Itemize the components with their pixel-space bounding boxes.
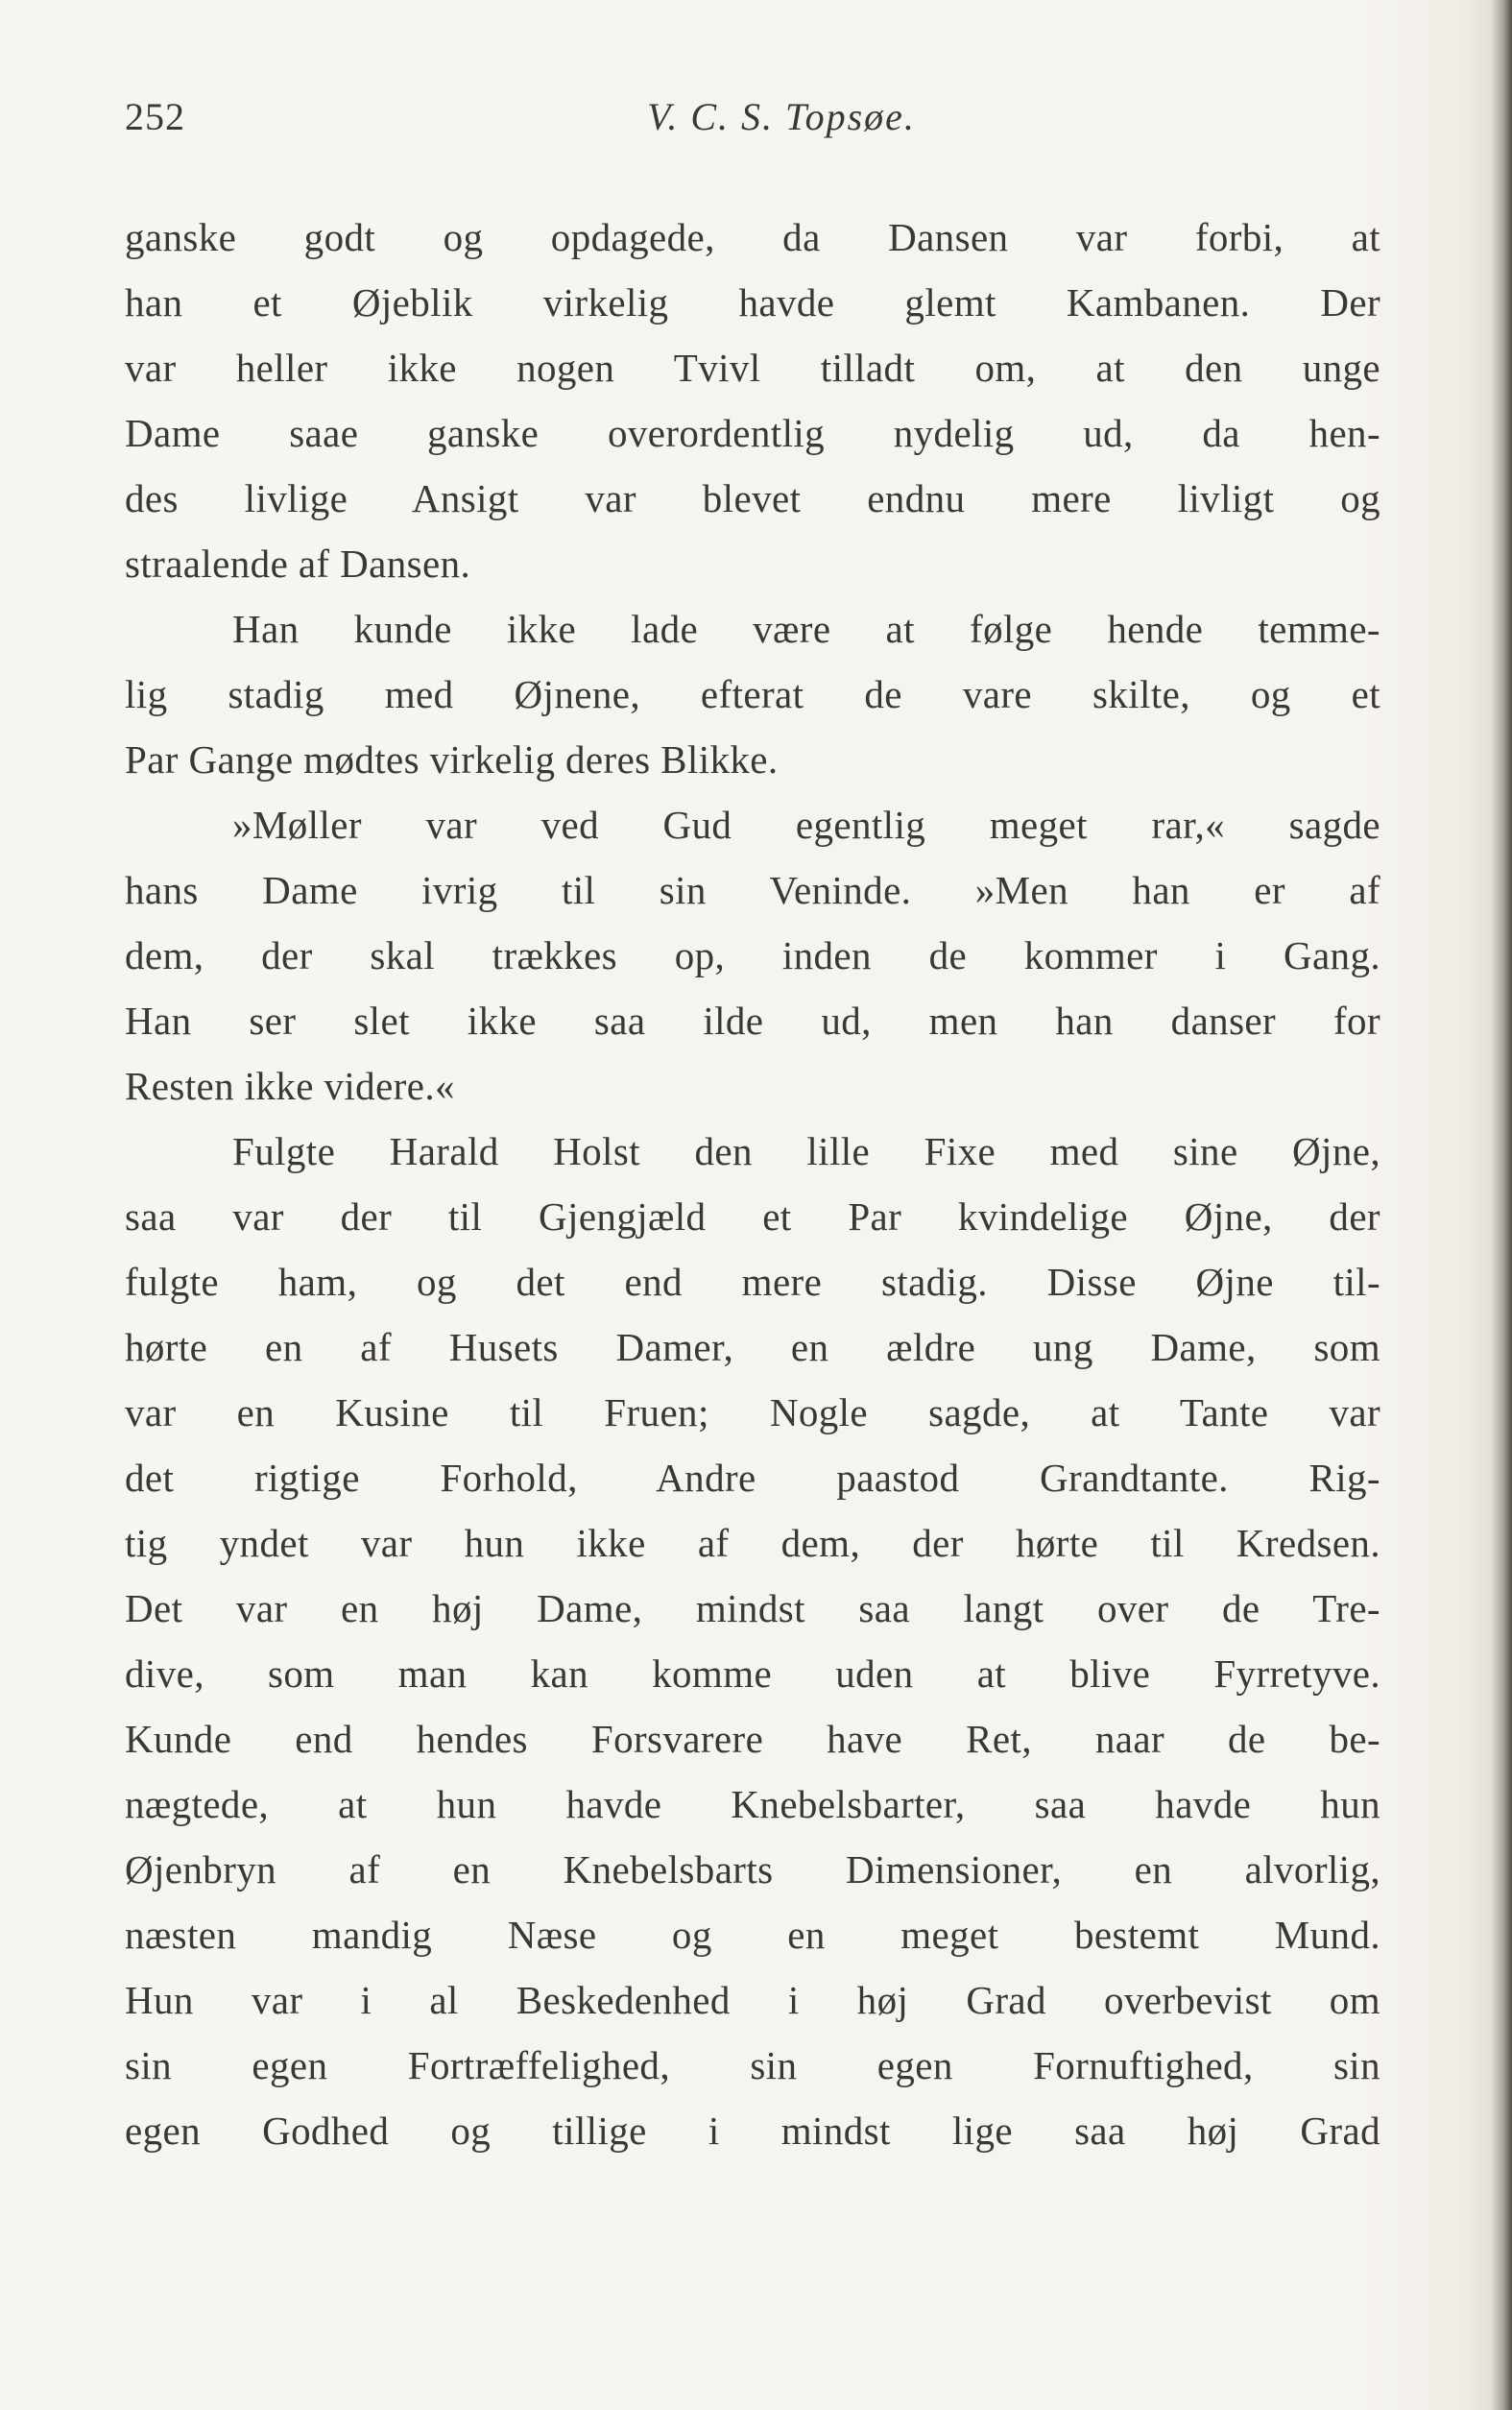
text-line: det rigtige Forhold, Andre paastod Grandtante. Rig- [125,1456,1380,1500]
text-line: Par Gange mødtes virkelig deres Blikke. [125,737,779,782]
text-line: Øjenbryn af en Knebelsbarts Dimensioner, en alvorlig, [125,1847,1380,1892]
text-line: Han kunde ikke lade være at følge hende temme- [232,607,1380,651]
text-line: han et Øjeblik virkelig havde glemt Kambanen. Der [125,280,1380,325]
text-line: Kunde end hendes Forsvarere have Ret, naar de be- [125,1717,1380,1761]
text-line: hørte en af Husets Damer, en ældre ung Dame, som [125,1325,1380,1369]
text-line: saa var der til Gjengjæld et Par kvindelige Øjne, der [125,1194,1380,1239]
text-line: var heller ikke nogen Tvivl tilladt om, at den unge [125,346,1380,390]
text-line: ganske godt og opdagede, da Dansen var forbi, at [125,215,1380,259]
page-edge-shadow [1491,0,1512,2410]
text-line: hans Dame ivrig til sin Veninde. »Men han er af [125,868,1380,912]
text-line: næsten mandig Næse og en meget bestemt Mund. [125,1913,1380,1957]
text-line: dive, som man kan komme uden at blive Fyrretyve. [125,1651,1380,1696]
text-line: lig stadig med Øjnene, efterat de vare skilte, og et [125,672,1380,716]
text-line: des livlige Ansigt var blevet endnu mere livligt og [125,476,1380,520]
text-line: straalende af Dansen. [125,542,471,586]
page-number: 252 [125,95,185,138]
text-line: »Møller var ved Gud egentlig meget rar,« sagde [232,803,1380,847]
running-head: V. C. S. Topsøe. [647,95,916,138]
text-line: sin egen Fortræffelighed, sin egen Fornuftighed, sin [125,2043,1380,2087]
text-line: tig yndet var hun ikke af dem, der hørte til Kredsen. [125,1521,1380,1565]
text-line: fulgte ham, og det end mere stadig. Disse Øjne til- [125,1260,1380,1304]
text-line: Dame saae ganske overordentlig nydelig ud, da hen- [125,411,1380,455]
text-line: dem, der skal trækkes op, inden de kommer i Gang. [125,933,1380,977]
text-line: var en Kusine til Fruen; Nogle sagde, at Tante var [125,1390,1380,1434]
text-line: Fulgte Harald Holst den lille Fixe med sine Øjne, [232,1129,1380,1173]
text-line: nægtede, at hun havde Knebelsbarter, saa havde hun [125,1782,1380,1826]
text-line: Det var en høj Dame, mindst saa langt over de Tre- [125,1586,1380,1630]
text-line: Han ser slet ikke saa ilde ud, men han danser for [125,999,1380,1043]
text-line: Resten ikke videre.« [125,1064,455,1108]
text-line: egen Godhed og tillige i mindst lige saa høj Grad [125,2109,1380,2153]
text-line: Hun var i al Beskedenhed i høj Grad overbevist om [125,1978,1380,2022]
body-text [125,205,1380,2163]
page-header [125,94,1380,152]
